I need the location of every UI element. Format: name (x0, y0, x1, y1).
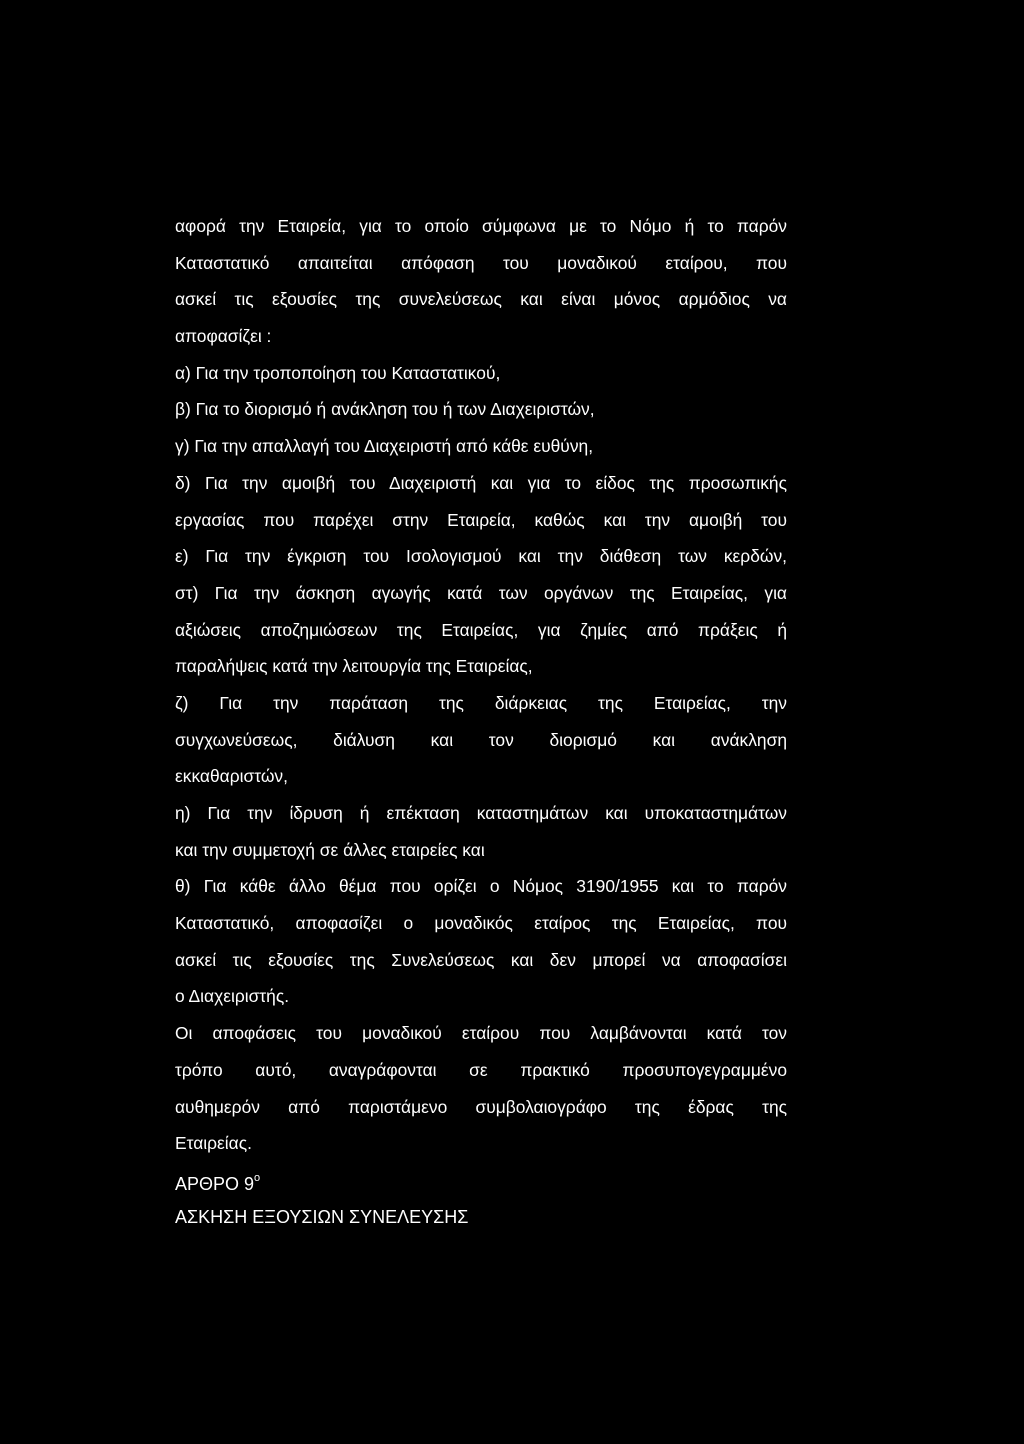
text-line: Εταιρείας. (175, 1133, 252, 1154)
article-superscript: ο (254, 1171, 261, 1184)
text-line: Καταστατικό απαιτείται απόφαση του μοναδικού εταίρου, που (175, 252, 787, 273)
text-line: παραλήψεις κατά την λειτουργία της Εταιρείας, (175, 656, 533, 677)
text-line: θ) Για κάθε άλλο θέμα που ορίζει ο Νόμος 3190/1955 και το παρόν (175, 876, 787, 897)
text-line: η) Για την ίδρυση ή επέκταση καταστημάτων και υποκαταστημάτων (175, 803, 787, 823)
text-line: συγχωνεύσεως, διάλυση και τον διορισμό και ανάκληση (175, 729, 787, 750)
text-line: ε) Για την έγκριση του Ισολογισμού και την διάθεση των κερδών, (175, 546, 787, 567)
text-line: στ) Για την άσκηση αγωγής κατά των οργάνων της Εταιρείας, για (175, 582, 787, 603)
text-line: ζ) Για την παράταση της διάρκειας της Εταιρείας, την (175, 692, 787, 713)
text-line: β) Για το διορισμό ή ανάκληση του ή των Διαχειριστών, (175, 399, 595, 420)
text-line: εργασίας που παρέχει στην Εταιρεία, καθώς και την αμοιβή του (175, 509, 787, 530)
text-line: γ) Για την απαλλαγή του Διαχειριστή από κάθε ευθύνη, (175, 436, 594, 457)
document-page (175, 208, 787, 1235)
text-line: Καταστατικό, αποφασίζει ο μοναδικός εταίρος της Εταιρείας, που (175, 913, 787, 934)
text-line: α) Για την τροποποίηση του Καταστατικού, (175, 362, 501, 383)
text-line: εκκαθαριστών, (175, 766, 288, 787)
text-line: και την συμμετοχή σε άλλες εταιρείες και (175, 839, 485, 860)
article-title: ΑΣΚΗΣΗ ΕΞΟΥΣΙΩΝ ΣΥΝΕΛΕΥΣΗΣ (175, 1206, 469, 1227)
text-line: τρόπο αυτό, αναγράφονται σε πρακτικό προσυπογεγραμμένο (175, 1059, 787, 1080)
text-line: αποφασίζει : (175, 326, 272, 347)
text-line: αφορά την Εταιρεία, για το οποίο σύμφωνα με το Νόμο ή το παρόν (175, 216, 787, 236)
text-line: Οι αποφάσεις του μοναδικού εταίρου που λαμβάνονται κατά τον (175, 1023, 787, 1044)
article-heading (175, 1162, 787, 1199)
text-line: ασκεί τις εξουσίες της συνελεύσεως και είναι μόνος αρμόδιος να (175, 289, 787, 310)
text-line: ο Διαχειριστής. (175, 986, 290, 1007)
article-label: ΑΡΘΡΟ 9 (175, 1173, 255, 1194)
text-line: αξιώσεις αποζημιώσεων της Εταιρείας, για ζημίες από πράξεις ή (175, 619, 787, 640)
text-line: ασκεί τις εξουσίες της Συνελεύσεως και δεν μπορεί να αποφασίσει (175, 949, 787, 970)
text-line: δ) Για την αμοιβή του Διαχειριστή και για το είδος της προσωπικής (175, 472, 787, 493)
text-line: αυθημερόν από παριστάμενο συμβολαιογράφο της έδρας της (175, 1096, 787, 1117)
